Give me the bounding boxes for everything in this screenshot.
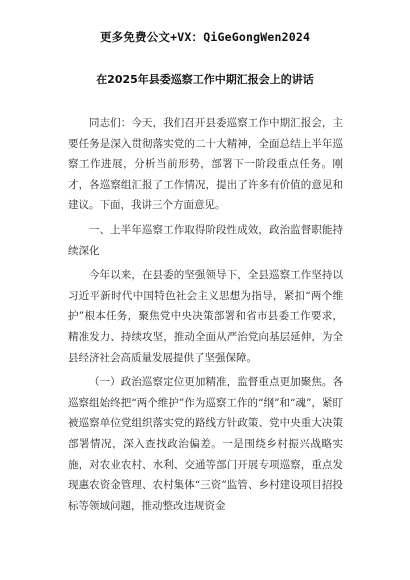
section-heading-1: 一、上半年巡察工作取得阶段性成效，政治监督职能持续深化: [68, 223, 343, 257]
document-body: [68, 113, 343, 516]
document-title: 在2025年县委巡察工作中期汇报会上的讲话: [96, 73, 314, 86]
paragraph-subsection-1: （一）政治巡察定位更加精准，监督重点更加聚焦。各巡察组始终把“两个维护”作为巡察工作的“纲”和“魂”，紧盯被巡察单位党组织落实党的路线方针政策、党中央重大决策部署情况，深入查找政治偏差。一是围绕乡村振兴战略实施，对农业农村、水利、交通等部门开展专项巡察，重点发现惠农资金管理、农村集体“三资”监管、乡村建设项目招投标等领域问题，推动整改违规资金: [68, 376, 343, 512]
paragraph-opening: 同志们：今天，我们召开县委巡察工作中期汇报会，主要任务是深入贯彻落实党的二十大精神，全面总结上半年巡察工作进展，分析当前形势，部署下一阶段重点任务。刚才，各巡察组汇报了工作情况，提出了许多有价值的意见和建议。下面，我讲三个方面意见。: [68, 117, 343, 212]
paragraph-overview: 今年以来，在县委的坚强领导下，全县巡察工作坚持以习近平新时代中国特色社会主义思想为指导，紧扣“两个维护”根本任务，聚焦党中央决策部署和省市县委工作要求，精准发力、持续攻坚，推动全面从严治党向基层延伸，为全县经济社会高质量发展提供了坚强保障。: [68, 269, 343, 364]
header-banner: 更多免费公文+VX：QiGeGongWen2024: [99, 30, 311, 44]
